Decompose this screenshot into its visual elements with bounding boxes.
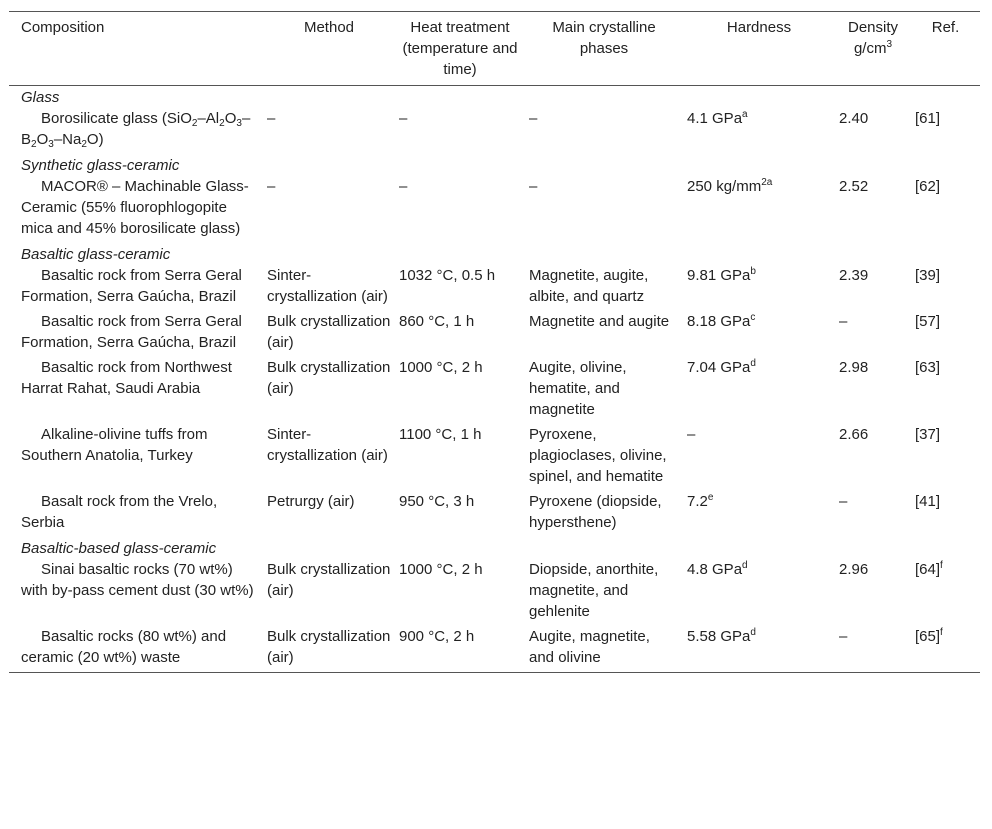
section-row [9,154,980,176]
cell-ref: [63] [915,359,941,376]
cell-phases: Magnetite, augite, albite, and quartz [529,267,649,305]
cell-density: – [839,628,848,645]
cell-ref: $[65]^f$ [915,627,943,645]
header-crystalline-phases: Main crystalline phases [552,19,656,57]
cell-composition: Sinai basaltic rocks (70 wt%) with by-pass cement dust (30 wt%) [21,561,254,599]
cell-composition: Basaltic rock from Northwest Harrat Rahat, Saudi Arabia [21,359,232,397]
cell-heat: 1000 °C, 2 h [399,359,483,376]
cell-hardness: – [687,426,696,443]
cell-heat: 950 °C, 3 h [399,493,475,510]
header-density-sup: 3 [886,39,893,50]
cell-ref: [57] [915,313,941,330]
header-density-text: Density g/cm [847,19,899,57]
cell-heat: 1032 °C, 0.5 h [399,267,496,284]
cell-method: – [267,178,276,195]
header-heat-treatment: Heat treatment (temperature and time) [402,19,518,78]
table-row [9,357,980,424]
table-row [9,311,980,357]
cell-phases: Augite, olivine, hematite, and magnetite [529,359,627,418]
section-title-basaltic-based: Basaltic-based glass-ceramic [21,540,217,557]
cell-composition: Basaltic rock from Serra Geral Formation, Serra Gaúcha, Brazil [21,313,242,351]
cell-method: Sinter-crystallization (air) [267,267,388,305]
cell-hardness: 4.1 GPa$^a$ [687,109,748,127]
cell-composition: Borosilicate glass $(SiO_2-Al_2O_3-B_2O_3-Na_2O)$ [21,110,251,150]
cell-hardness: 7.04 GPa$^d$ [687,358,756,376]
cell-method: Bulk crystallization (air) [267,313,391,351]
cell-hardness: 5.58 GPa$^d$ [687,627,756,645]
cell-phases: Augite, magnetite, and olivine [529,628,650,666]
table-row [9,491,980,537]
header-hardness: Hardness [726,19,792,36]
section-title-basaltic: Basaltic glass-ceramic [21,246,171,263]
cell-method: – [267,110,276,127]
cell-phases: Pyroxene, plagioclases, olivine, spinel, and hematite [529,426,667,485]
cell-density: 2.52 [839,178,869,195]
table-row [9,424,980,491]
cell-heat: 1000 °C, 2 h [399,561,483,578]
section-row [9,537,980,559]
cell-ref: [41] [915,493,941,510]
header-density [835,17,911,80]
table-row [9,176,980,243]
table-row [9,626,980,672]
cell-hardness: 4.8 GPa$^d$ [687,560,748,578]
header-method: Method [303,19,355,36]
cell-ref: $[64]^f$ [915,560,943,578]
cell-heat: 1100 °C, 1 h [399,426,482,443]
cell-composition: Basaltic rock from Serra Geral Formation, Serra Gaúcha, Brazil [21,267,242,305]
cell-method: Bulk crystallization (air) [267,628,391,666]
cell-density: 2.66 [839,426,869,443]
cell-heat: 900 °C, 2 h [399,628,475,645]
header-composition: Composition [21,19,105,36]
cell-ref: [62] [915,178,941,195]
cell-density: – [839,313,848,330]
cell-ref: [61] [915,110,941,127]
cell-hardness: 8.18 GPa$^c$ [687,312,756,330]
cell-composition: Basaltic rocks (80 wt%) and ceramic (20 wt%) waste [21,628,227,666]
table-row [9,559,980,626]
cell-method: Petrurgy (air) [267,493,355,510]
cell-phases: Magnetite and augite [529,313,670,330]
cell-density: 2.98 [839,359,869,376]
cell-ref: [37] [915,426,941,443]
table-row [9,265,980,311]
cell-heat: – [399,178,408,195]
cell-composition: Alkaline-olivine tuffs from Southern Anatolia, Turkey [21,426,208,464]
cell-heat: – [399,110,408,127]
cell-ref: [39] [915,267,941,284]
cell-composition: Basalt rock from the Vrelo, Serbia [21,493,218,531]
cell-phases: Diopside, anorthite, magnetite, and gehlenite [529,561,659,620]
section-row [9,86,980,108]
table-bottom-rule [9,672,980,673]
cell-density: 2.96 [839,561,869,578]
cell-phases: Pyroxene (diopside, hypersthene) [529,493,662,531]
cell-method: Bulk crystallization (air) [267,561,391,599]
cell-phases: – [529,110,538,127]
cell-method: Sinter-crystallization (air) [267,426,388,464]
properties-table [9,11,980,673]
cell-phases: – [529,178,538,195]
header-ref: Ref. [931,19,960,36]
cell-composition: MACOR® – Machinable Glass-Ceramic (55% fluorophlogopite mica and 45% borosilicate glass) [21,178,249,237]
cell-hardness: 7.2e [687,492,714,510]
cell-hardness: 250 $kg/mm^{2a}$ [687,177,773,195]
table-row [9,108,980,154]
cell-density: 2.39 [839,267,869,284]
table-header-row [9,12,980,85]
cell-method: Bulk crystallization (air) [267,359,391,397]
section-row [9,243,980,265]
section-title-glass: Glass [21,89,60,106]
section-title-synthetic: Synthetic glass-ceramic [21,157,180,174]
cell-heat: 860 °C, 1 h [399,313,475,330]
cell-density: 2.40 [839,110,869,127]
cell-hardness: 9.81 GPa$^b$ [687,266,756,284]
cell-density: – [839,493,848,510]
